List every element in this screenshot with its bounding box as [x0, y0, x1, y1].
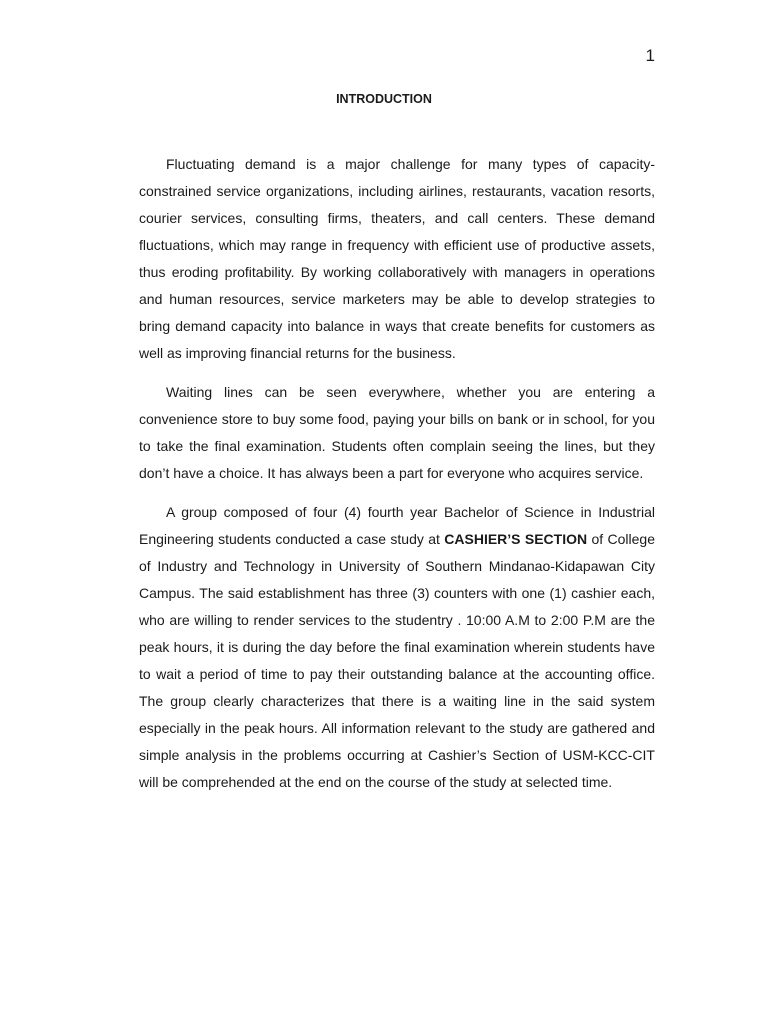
paragraph-case-study-text-end: of College of Industry and Technology in University of Southern Mindanao-Kidapawan City Campus. The said establishment has three (3) counters with one (1) cashier each, who are willing to render services to the studentry . 10:00 A.M to 2:00 P.M are the peak hours, it is during the day before the final examination wherein students have to wait a period of time to pay their outstanding balance at the accounting office. The group clearly characterizes that there is a waiting line in the said system especially in the peak hours. All information relevant to the study are gathered and simple analysis in the problems occurring at Cashier’s Section of USM-KCC-CIT will be comprehended at the end on the course of the study at selected time.	[139, 531, 655, 790]
page-number: 1	[645, 46, 655, 65]
paragraph-case-study-text-start: A group composed of four (4) fourth year Bachelor of Science in Industrial Engineering students conducted a case study at	[139, 504, 655, 547]
document-body	[139, 151, 655, 808]
paragraph-fluctuating-demand: Fluctuating demand is a major challenge for many types of capacity-constrained service organizations, including airlines, restaurants, vacation resorts, courier services, consulting firms, theaters, and call centers. These demand fluctuations, which may range in frequency with efficient use of productive assets, thus eroding profitability. By working collaboratively with managers in operations and human resources, service marketers may be able to develop strategies to bring demand capacity into balance in ways that create benefits for customers as well as improving financial returns for the business.	[139, 156, 655, 361]
cashiers-section-emphasis: CASHIER’S SECTION	[444, 531, 588, 547]
paragraph-waiting-lines: Waiting lines can be seen everywhere, whether you are entering a convenience store to buy some food, paying your bills on bank or in school, for you to take the final examination. Students often complain seeing the lines, but they don’t have a choice. It has always been a part for everyone who acquires service.	[139, 384, 655, 481]
paragraph-case-study	[139, 499, 655, 796]
section-title: INTRODUCTION	[336, 92, 432, 106]
